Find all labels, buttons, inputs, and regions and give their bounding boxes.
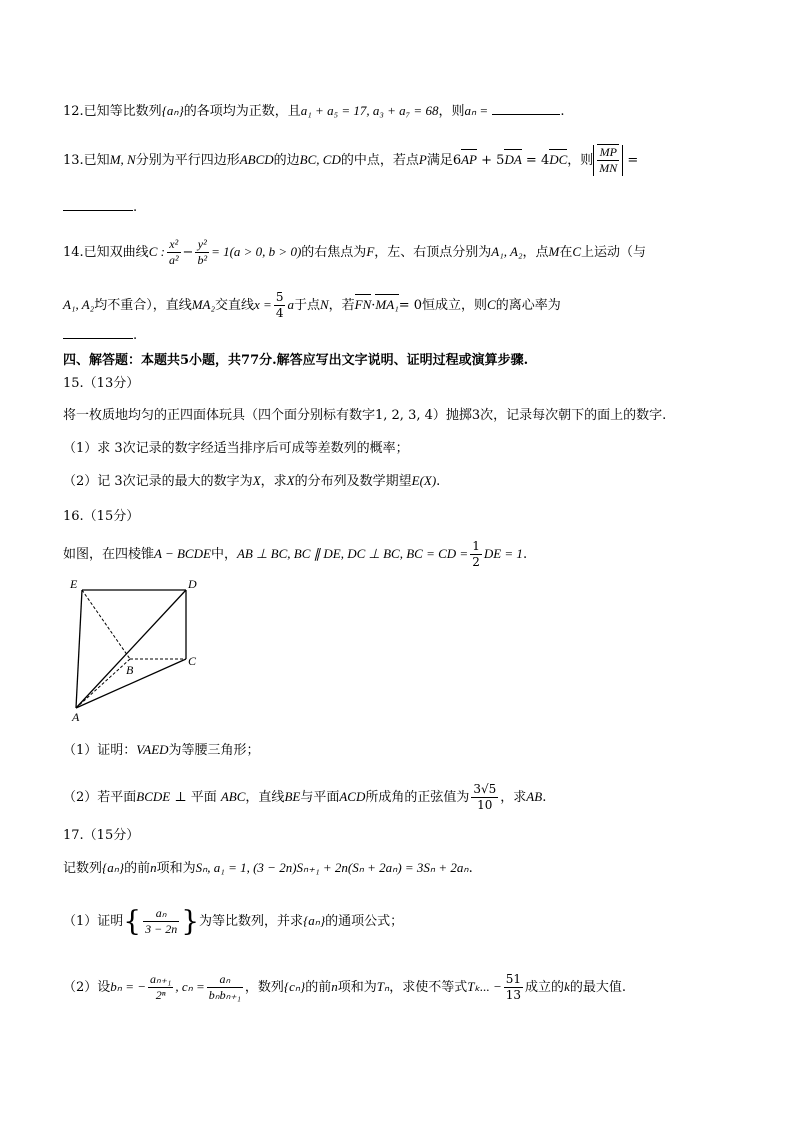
q17-n: n	[150, 860, 157, 875]
q16-sine-num: 3√5	[473, 782, 497, 796]
q14-f4: 4	[275, 306, 284, 320]
q14-c-label: C :	[148, 244, 165, 259]
q17-b-den: 2ⁿ	[155, 988, 166, 1002]
q17-p2a: （2）设	[63, 980, 111, 995]
q12-seq: {aₙ}	[161, 103, 184, 118]
q13-text2: 的边	[273, 153, 300, 168]
q14-b2: b²	[197, 253, 208, 267]
q16-p1c: 为等腰三角形；	[168, 743, 260, 758]
question-14	[63, 237, 646, 268]
q15-part2	[63, 471, 440, 492]
q13-coef2: + 5	[477, 153, 505, 168]
q17-p1a: （1）证明	[63, 914, 124, 929]
q13-text1: 分别为平行四边形	[135, 153, 240, 168]
q15-title: 15.（13分）	[63, 376, 140, 391]
q16-p2d: 所成角的正弦值为	[365, 790, 470, 805]
q14-line2-6: 的离心率为	[495, 298, 561, 313]
q17-title: 17.（15分）	[63, 828, 140, 843]
q14-answer-line	[63, 324, 137, 346]
q14-xeq: x =	[254, 297, 272, 312]
q12-target: aₙ =	[464, 103, 489, 118]
q17-seqc: {cₙ}	[283, 979, 306, 994]
q13-text5: ，则	[567, 153, 594, 168]
pyramid-figure	[62, 575, 202, 725]
q16-p2e: ，求	[500, 790, 527, 805]
q13-ratio-den: MN	[599, 161, 618, 175]
q14-a2: a²	[168, 253, 179, 267]
q16-ab: AB	[526, 789, 543, 804]
edge-EB	[82, 590, 130, 659]
q16-half-num: 1	[472, 539, 480, 553]
q16-bcde: BCDE	[136, 789, 171, 804]
q16-part2	[63, 782, 546, 813]
q13-text4: 满足	[426, 153, 453, 168]
edge-EA	[76, 590, 82, 708]
q16-p2f: .	[542, 790, 547, 805]
q13-vector-dc: DC	[549, 150, 567, 170]
q17-p2e: ，求使不等式	[389, 980, 468, 995]
q17-p2g: 的最大值.	[569, 980, 626, 995]
q14-answer-blank[interactable]	[63, 324, 133, 339]
q14-prefix: 14.已知双曲线	[63, 245, 149, 260]
q16-p2a: （2）若平面	[63, 790, 137, 805]
q14-line2-4: ，若	[328, 298, 355, 313]
q16-be: BE	[284, 789, 301, 804]
q17-p2f: 成立的	[525, 980, 565, 995]
q13-mn: M, N	[109, 152, 136, 167]
q12-end: .	[560, 104, 565, 119]
q17-body-b: 的前	[124, 861, 151, 876]
q14-text2: ，左、右顶点分别为	[374, 245, 492, 260]
q14-dot: ·	[371, 298, 376, 313]
q13-coef1: 6	[452, 153, 462, 168]
q13-bccd: BC, CD	[299, 152, 341, 167]
q13-prefix: 13.已知	[63, 153, 110, 168]
q15-part1: （1）求 3次记录的数字经适当排序后可成等差数列的概率；	[63, 441, 409, 456]
q14-a: a	[287, 297, 294, 312]
q15-ex: E(X)	[411, 473, 437, 488]
q14-text5: 上运动（与	[581, 245, 647, 260]
q13-tail: .	[133, 200, 138, 215]
q17-n2: n	[331, 979, 338, 994]
q14-f: F	[366, 244, 375, 259]
q13-end: =	[623, 153, 639, 168]
q14-line2-1: 均不重合），直线	[94, 298, 192, 313]
question-14-line2	[63, 290, 561, 321]
q16-perp: ⊥ 平面	[170, 790, 221, 805]
edge-DA	[76, 590, 186, 708]
q17-seq: {aₙ}	[102, 860, 125, 875]
q12-answer-blank[interactable]	[492, 100, 560, 115]
q17-body-c: 项和为	[156, 861, 196, 876]
q17-c-den: bₙbₙ₊₁	[208, 988, 241, 1002]
q14-minus: −	[182, 245, 194, 260]
label-C: C	[188, 654, 197, 668]
edge-BA	[76, 659, 130, 708]
q12-middle: 的各项均为正数，且	[183, 104, 301, 119]
q14-cond: = 1(a > 0, b > 0)	[211, 244, 302, 259]
q16-abc: ABC	[220, 789, 246, 804]
q17-k: k	[564, 979, 570, 994]
label-A: A	[72, 710, 80, 724]
q17-tn: Tₙ	[376, 979, 390, 994]
q17-p1c: 的通项公式；	[325, 914, 404, 929]
q14-x2: x²	[167, 237, 181, 253]
label-B: B	[126, 663, 134, 677]
q16-acd: ACD	[339, 789, 366, 804]
q13-text3: 的中点，若点	[340, 153, 419, 168]
q14-line2-2: 交直线	[215, 298, 255, 313]
q17-body	[63, 858, 473, 879]
q16-end: .	[522, 547, 528, 562]
q17-cn: , cₙ =	[175, 979, 205, 994]
q15-x2: X	[286, 473, 295, 488]
q13-p: P	[418, 152, 427, 167]
q14-ma2: MA₂	[191, 297, 215, 312]
question-12	[63, 100, 564, 122]
q16-p2c: 与平面	[300, 790, 340, 805]
q15-p2d: .	[436, 474, 441, 489]
q17-bn: bₙ = −	[110, 979, 147, 994]
q17-c-num: aₙ	[207, 972, 243, 988]
q17-cond: Sₙ, a₁ = 1, (3 − 2n)Sₙ₊₁ + 2n(Sₙ + 2aₙ) = 3Sₙ + 2aₙ	[195, 860, 469, 875]
q13-ratio-num: MP	[597, 145, 619, 161]
q15-body: 将一枚质地均匀的正四面体玩具（四个面分别标有数字1, 2, 3, 4）抛掷3次，记录每次朝下的面上的数字.	[63, 408, 667, 423]
q17-p1b: 为等比数列，并求	[199, 914, 304, 929]
q14-f5: 5	[275, 290, 284, 304]
q16-body-b: 中，	[210, 547, 237, 562]
q16-body	[63, 539, 527, 570]
q16-cond: AB ⊥ BC, BC ∥ DE, DC ⊥ BC, BC = CD =	[236, 546, 469, 561]
q14-y2: y²	[195, 237, 209, 253]
q17-k-num: 51	[505, 972, 522, 986]
q15-p2c: 的分布列及数学期望	[294, 474, 412, 489]
q17-tk: Tₖ... −	[467, 979, 502, 994]
q17-part2	[63, 972, 626, 1003]
q16-body-a: 如图，在四棱锥	[63, 547, 155, 562]
q14-a1a2: A₁, A₂	[491, 244, 523, 259]
q14-text4: 在	[559, 245, 573, 260]
section-4-header: 四、解答题：本题共5小题，共77分.解答应写出文字说明、证明过程或演算步骤.	[63, 353, 529, 368]
q17-part1: （1）证明{ $\frac{\text{aₙ}}{3 - 2n}$ }为等比数列，并求{aₙ}的通项公式；	[63, 904, 404, 938]
q14-m: M	[548, 244, 560, 259]
q13-answer-line	[63, 196, 137, 218]
label-E: E	[70, 577, 78, 591]
q17-end: .	[468, 861, 473, 876]
q16-sine-den: 10	[477, 798, 493, 812]
q16-cond2: DE = 1	[483, 546, 523, 561]
q13-vector-da: DA	[504, 150, 521, 170]
q15-p2a: （2）记 3次记录的最大的数字为	[63, 474, 253, 489]
question-13	[63, 145, 638, 176]
q16-pyramid: A − BCDE	[154, 546, 211, 561]
q14-line2-a: A₁, A₂	[63, 297, 95, 312]
q12-condition: a₁ + a₅ = 17, a₃ + a₇ = 68	[300, 103, 439, 118]
q14-text1: 的右焦点为	[301, 245, 367, 260]
q16-part1	[63, 740, 260, 761]
q13-ratio	[593, 145, 623, 176]
q14-c2: C	[487, 297, 496, 312]
q16-p1b: VAED	[136, 742, 169, 757]
q15-p2b: ，求	[260, 474, 287, 489]
q13-abcd: ABCD	[239, 152, 274, 167]
q16-p1a: （1）证明：	[63, 743, 137, 758]
q16-half-den: 2	[472, 555, 480, 569]
q13-answer-blank[interactable]	[63, 196, 133, 211]
q14-n: N	[319, 297, 329, 312]
q16-title: 16.（15分）	[63, 509, 140, 524]
q17-p2d: 项和为	[337, 980, 377, 995]
q17-frac-den: 3 − 2n	[145, 922, 178, 936]
q14-line2-3: 于点	[293, 298, 320, 313]
q15-x: X	[252, 473, 261, 488]
q17-b-num: aₙ₊₁	[150, 972, 172, 986]
q14-tail: .	[133, 328, 138, 343]
q17-p2c: 的前	[305, 980, 332, 995]
q14-text3: ，点	[522, 245, 549, 260]
q13-vector-ap: AP	[461, 150, 477, 170]
q17-k-den: 13	[505, 988, 522, 1002]
q17-p2b: ，数列	[244, 980, 284, 995]
q12-ask: ，则	[438, 104, 465, 119]
q14-vector-fn: FN	[355, 295, 372, 315]
q12-prefix: 12.已知等比数列	[63, 104, 162, 119]
q17-seq2: {aₙ}	[303, 913, 326, 928]
q14-c: C	[572, 244, 582, 259]
q16-p2b: ，直线	[245, 790, 285, 805]
q17-body-a: 记数列	[63, 861, 103, 876]
q17-frac-num: aₙ	[143, 906, 179, 922]
label-D: D	[188, 577, 197, 591]
q14-vector-ma1: MA₁	[375, 295, 398, 315]
q13-coef3: = 4	[521, 153, 550, 168]
q14-line2-5: = 0恒成立，则	[398, 298, 488, 313]
